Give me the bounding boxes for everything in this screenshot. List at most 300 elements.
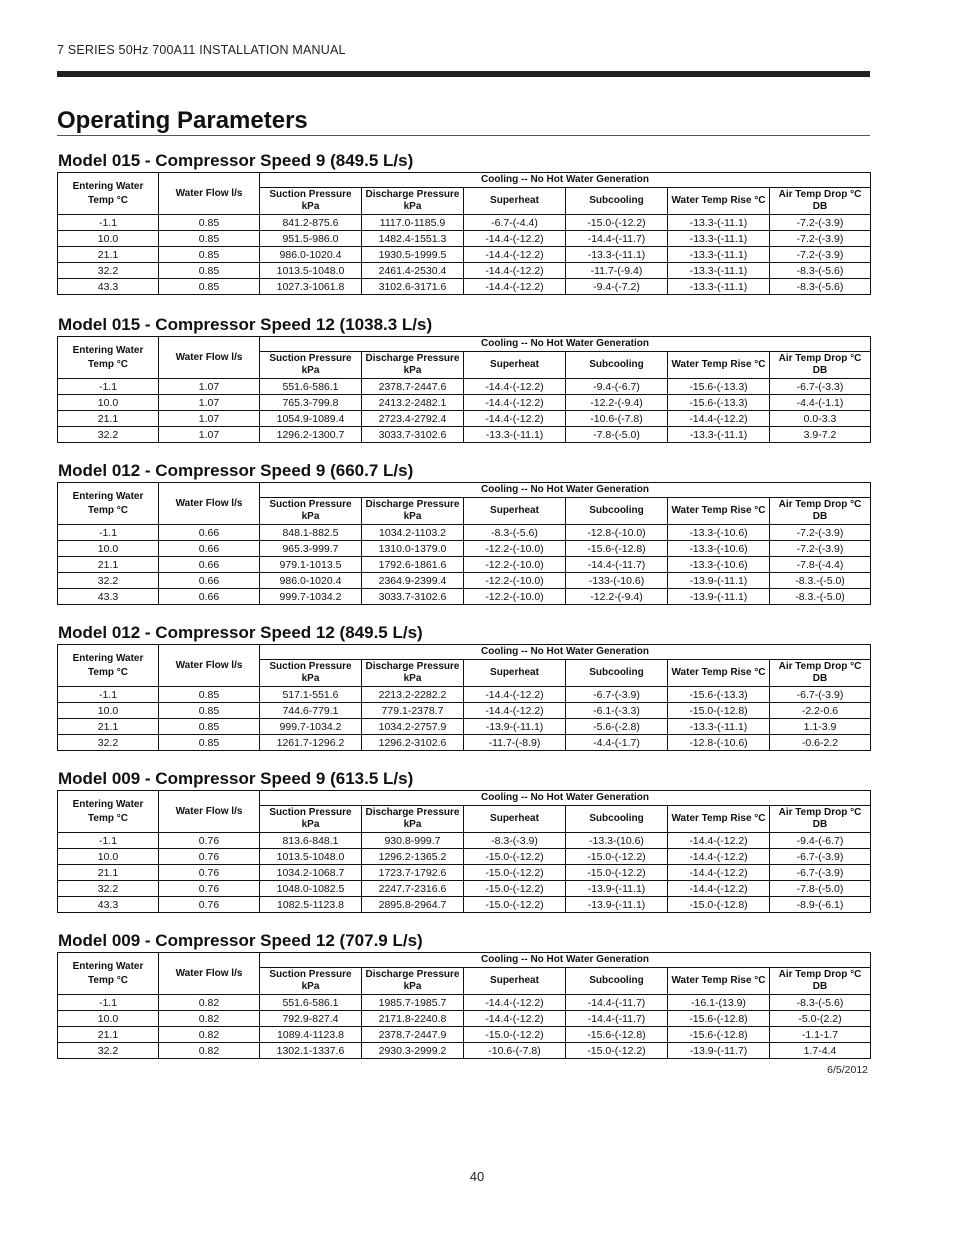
table-row xyxy=(58,833,871,849)
table-cell: 841.2-875.6 xyxy=(260,215,362,231)
table-row xyxy=(58,1027,871,1043)
table-cell: -12.8-(-10.0) xyxy=(566,525,668,541)
table-cell: -7.2-(-3.9) xyxy=(770,541,871,557)
table-row xyxy=(58,557,871,573)
table-cell: -5.6-(-2.8) xyxy=(566,719,668,735)
table-row xyxy=(58,849,871,865)
table-cell: -9.4-(-7.2) xyxy=(566,279,668,295)
table-cell: 999.7-1034.2 xyxy=(260,719,362,735)
table-cell: 1.07 xyxy=(159,411,260,427)
parameters-table xyxy=(57,644,871,751)
header-cell: Water Temp Rise °C xyxy=(668,498,770,525)
parameters-table xyxy=(57,172,871,295)
table-row xyxy=(58,1043,871,1059)
table-row xyxy=(58,589,871,605)
table-cell: -10.6-(-7.8) xyxy=(464,1043,566,1059)
table-cell: 765.3-799.8 xyxy=(260,395,362,411)
table-cell: -1.1 xyxy=(58,525,159,541)
table-cell: 1027.3-1061.8 xyxy=(260,279,362,295)
table-cell: -14.4-(-12.2) xyxy=(464,231,566,247)
table-cell: -6.7-(-3.3) xyxy=(770,379,871,395)
table-cell: -15.6-(-13.3) xyxy=(668,395,770,411)
revision-date: 6/5/2012 xyxy=(827,1064,868,1076)
table-cell: -13.3-(-10.6) xyxy=(668,525,770,541)
header-water-flow: Water Flow l/s xyxy=(159,483,260,525)
table-cell: -14.4-(-12.2) xyxy=(464,263,566,279)
table-cell: 10.0 xyxy=(58,849,159,865)
table-cell: 1.1-3.9 xyxy=(770,719,871,735)
table-cell: 32.2 xyxy=(58,573,159,589)
table-cell: 0.76 xyxy=(159,833,260,849)
table-row xyxy=(58,573,871,589)
table-cell: 21.1 xyxy=(58,247,159,263)
table-cell: -13.3-(-11.1) xyxy=(566,247,668,263)
table-row xyxy=(58,897,871,913)
table-cell: -8.3-(-3.9) xyxy=(464,833,566,849)
table-cell: 32.2 xyxy=(58,1043,159,1059)
table-row xyxy=(58,379,871,395)
table-cell: -15.6-(-12.8) xyxy=(668,1011,770,1027)
table-cell: 2213.2-2282.2 xyxy=(362,687,464,703)
table-cell: 21.1 xyxy=(58,865,159,881)
table-cell: 43.3 xyxy=(58,897,159,913)
table-cell: -14.4-(-12.2) xyxy=(464,1011,566,1027)
section-title: Model 012 - Compressor Speed 9 (660.7 L/s) xyxy=(58,461,414,480)
table-cell: -13.9-(-11.7) xyxy=(668,1043,770,1059)
table-cell: -13.3-(10.6) xyxy=(566,833,668,849)
header-group: Cooling -- No Hot Water Generation xyxy=(260,791,871,806)
table-cell: -15.0-(-12.2) xyxy=(566,215,668,231)
table-cell: 10.0 xyxy=(58,703,159,719)
table-cell: 1296.2-1365.2 xyxy=(362,849,464,865)
table-cell: -14.4-(-11.7) xyxy=(566,1011,668,1027)
header-cell: Suction Pressure kPa xyxy=(260,660,362,687)
table-cell: 1082.5-1123.8 xyxy=(260,897,362,913)
table-cell: -1.1-1.7 xyxy=(770,1027,871,1043)
table-cell: -14.4-(-12.2) xyxy=(464,279,566,295)
table-cell: -14.4-(-12.2) xyxy=(668,833,770,849)
table-row xyxy=(58,865,871,881)
table-cell: 1296.2-1300.7 xyxy=(260,427,362,443)
table-cell: -15.0-(-12.2) xyxy=(464,865,566,881)
table-cell: -9.4-(-6.7) xyxy=(770,833,871,849)
table-cell: 0.85 xyxy=(159,279,260,295)
table-cell: 32.2 xyxy=(58,427,159,443)
table-cell: -14.4-(-11.7) xyxy=(566,231,668,247)
header-cell: Water Temp Rise °C xyxy=(668,188,770,215)
table-cell: 0.85 xyxy=(159,703,260,719)
table-row xyxy=(58,231,871,247)
table-cell: 21.1 xyxy=(58,719,159,735)
table-cell: 930.8-999.7 xyxy=(362,833,464,849)
header-cell: Subcooling xyxy=(566,498,668,525)
table-cell: 792.9-827.4 xyxy=(260,1011,362,1027)
table-cell: 0.76 xyxy=(159,849,260,865)
table-cell: -12.2-(-10.0) xyxy=(464,541,566,557)
table-cell: -133-(-10.6) xyxy=(566,573,668,589)
header-cell: Air Temp Drop °C DB xyxy=(770,968,871,995)
header-cell: Discharge Pressure kPa xyxy=(362,968,464,995)
table-row xyxy=(58,279,871,295)
table-cell: -6.7-(-3.9) xyxy=(770,687,871,703)
table-cell: -13.3-(-10.6) xyxy=(668,557,770,573)
table-cell: -7.2-(-3.9) xyxy=(770,215,871,231)
table-row xyxy=(58,541,871,557)
table-cell: 1013.5-1048.0 xyxy=(260,263,362,279)
table-cell: -15.0-(-12.2) xyxy=(566,865,668,881)
table-row xyxy=(58,395,871,411)
table-cell: 1310.0-1379.0 xyxy=(362,541,464,557)
table-cell: -15.0-(-12.2) xyxy=(464,849,566,865)
section-title: Model 012 - Compressor Speed 12 (849.5 L/s) xyxy=(58,623,423,642)
table-cell: -15.0-(-12.8) xyxy=(668,703,770,719)
table-cell: -14.4-(-11.7) xyxy=(566,995,668,1011)
header-cell: Subcooling xyxy=(566,660,668,687)
table-cell: 1.07 xyxy=(159,395,260,411)
table-cell: -7.8-(-5.0) xyxy=(566,427,668,443)
table-cell: 951.5-986.0 xyxy=(260,231,362,247)
header-cell: Subcooling xyxy=(566,188,668,215)
header-group: Cooling -- No Hot Water Generation xyxy=(260,337,871,352)
table-cell: 2171.8-2240.8 xyxy=(362,1011,464,1027)
table-cell: -2.2-0.6 xyxy=(770,703,871,719)
table-cell: -15.6-(-12.8) xyxy=(668,1027,770,1043)
section-title: Model 009 - Compressor Speed 9 (613.5 L/s) xyxy=(58,769,414,788)
table-cell: -15.6-(-12.8) xyxy=(566,1027,668,1043)
table-cell: 2723.4-2792.4 xyxy=(362,411,464,427)
table-cell: 744.6-779.1 xyxy=(260,703,362,719)
table-cell: 1.07 xyxy=(159,379,260,395)
table-cell: 986.0-1020.4 xyxy=(260,573,362,589)
table-cell: -13.3-(-11.1) xyxy=(668,427,770,443)
header-cell: Air Temp Drop °C DB xyxy=(770,660,871,687)
header-cell: Water Temp Rise °C xyxy=(668,806,770,833)
table-cell: -13.3-(-10.6) xyxy=(668,541,770,557)
table-cell: 1261.7-1296.2 xyxy=(260,735,362,751)
table-cell: 1302.1-1337.6 xyxy=(260,1043,362,1059)
table-cell: 1034.2-2757.9 xyxy=(362,719,464,735)
table-cell: 1482.4-1551.3 xyxy=(362,231,464,247)
table-cell: -15.0-(-12.2) xyxy=(464,881,566,897)
table-cell: 1985.7-1985.7 xyxy=(362,995,464,1011)
parameters-section xyxy=(57,460,870,605)
table-cell: 2364.9-2399.4 xyxy=(362,573,464,589)
table-cell: -16.1-(13.9) xyxy=(668,995,770,1011)
title-rule xyxy=(57,135,870,136)
table-cell: 999.7-1034.2 xyxy=(260,589,362,605)
table-cell: 0.82 xyxy=(159,1043,260,1059)
section-title: Model 015 - Compressor Speed 12 (1038.3 L/s) xyxy=(58,315,433,334)
table-cell: 0.66 xyxy=(159,573,260,589)
table-cell: 0.85 xyxy=(159,263,260,279)
parameters-section xyxy=(57,314,870,443)
table-cell: 1034.2-1068.7 xyxy=(260,865,362,881)
table-cell: 0.85 xyxy=(159,231,260,247)
table-cell: 0.85 xyxy=(159,215,260,231)
table-cell: 21.1 xyxy=(58,411,159,427)
table-cell: 0.76 xyxy=(159,865,260,881)
header-entering-water: Entering Water Temp °C xyxy=(58,337,159,379)
header-cell: Suction Pressure kPa xyxy=(260,968,362,995)
table-cell: -14.4-(-12.2) xyxy=(668,881,770,897)
parameters-section xyxy=(57,768,870,913)
table-row xyxy=(58,995,871,1011)
header-cell: Water Temp Rise °C xyxy=(668,968,770,995)
table-row xyxy=(58,411,871,427)
header-water-flow: Water Flow l/s xyxy=(159,645,260,687)
table-cell: 813.6-848.1 xyxy=(260,833,362,849)
table-cell: 1117.0-1185.9 xyxy=(362,215,464,231)
section-title: Model 015 - Compressor Speed 9 (849.5 L/s) xyxy=(58,151,414,170)
table-cell: 0.0-3.3 xyxy=(770,411,871,427)
table-cell: 0.82 xyxy=(159,995,260,1011)
table-cell: 10.0 xyxy=(58,541,159,557)
header-water-flow: Water Flow l/s xyxy=(159,173,260,215)
header-entering-water: Entering Water Temp °C xyxy=(58,483,159,525)
table-cell: 3033.7-3102.6 xyxy=(362,589,464,605)
parameters-section xyxy=(57,930,870,1059)
table-cell: -8.9-(-6.1) xyxy=(770,897,871,913)
table-cell: 10.0 xyxy=(58,395,159,411)
table-cell: 848.1-882.5 xyxy=(260,525,362,541)
table-row xyxy=(58,1011,871,1027)
table-cell: -15.0-(-12.2) xyxy=(566,849,668,865)
table-cell: -14.4-(-12.2) xyxy=(668,865,770,881)
table-row xyxy=(58,703,871,719)
table-cell: -1.1 xyxy=(58,833,159,849)
parameters-table xyxy=(57,336,871,443)
table-cell: 1296.2-3102.6 xyxy=(362,735,464,751)
table-cell: -8.3.-(-5.0) xyxy=(770,589,871,605)
table-cell: 1013.5-1048.0 xyxy=(260,849,362,865)
table-cell: -11.7-(-8.9) xyxy=(464,735,566,751)
header-cell: Subcooling xyxy=(566,968,668,995)
table-cell: 0.76 xyxy=(159,881,260,897)
table-cell: 517.1-551.6 xyxy=(260,687,362,703)
table-cell: 21.1 xyxy=(58,557,159,573)
table-cell: -15.0-(-12.2) xyxy=(566,1043,668,1059)
table-cell: -14.4-(-12.2) xyxy=(464,411,566,427)
parameters-section xyxy=(57,150,870,295)
table-cell: 779.1-2378.7 xyxy=(362,703,464,719)
table-cell: -14.4-(-12.2) xyxy=(464,379,566,395)
table-cell: -15.0-(-12.2) xyxy=(464,897,566,913)
table-cell: 986.0-1020.4 xyxy=(260,247,362,263)
table-cell: -8.3-(-5.6) xyxy=(770,995,871,1011)
header-cell: Suction Pressure kPa xyxy=(260,188,362,215)
table-cell: -12.2-(-10.0) xyxy=(464,573,566,589)
table-cell: -7.8-(-4.4) xyxy=(770,557,871,573)
table-cell: -14.4-(-12.2) xyxy=(464,247,566,263)
header-cell: Suction Pressure kPa xyxy=(260,806,362,833)
parameters-table xyxy=(57,482,871,605)
table-cell: -12.2-(-9.4) xyxy=(566,395,668,411)
table-cell: 3.9-7.2 xyxy=(770,427,871,443)
table-cell: -7.2-(-3.9) xyxy=(770,231,871,247)
table-cell: -12.2-(-10.0) xyxy=(464,557,566,573)
page-title: Operating Parameters xyxy=(57,107,308,134)
table-cell: -11.7-(-9.4) xyxy=(566,263,668,279)
header-cell: Discharge Pressure kPa xyxy=(362,498,464,525)
table-cell: -5.0-(2.2) xyxy=(770,1011,871,1027)
table-row xyxy=(58,881,871,897)
table-cell: -1.1 xyxy=(58,995,159,1011)
header-cell: Subcooling xyxy=(566,352,668,379)
table-cell: -6.1-(-3.3) xyxy=(566,703,668,719)
header-entering-water: Entering Water Temp °C xyxy=(58,173,159,215)
section-title: Model 009 - Compressor Speed 12 (707.9 L/s) xyxy=(58,931,423,950)
table-cell: 965.3-999.7 xyxy=(260,541,362,557)
table-cell: -7.2-(-3.9) xyxy=(770,247,871,263)
table-cell: -13.3-(-11.1) xyxy=(668,263,770,279)
table-cell: -4.4-(-1.1) xyxy=(770,395,871,411)
table-cell: 1089.4-1123.8 xyxy=(260,1027,362,1043)
page-number: 40 xyxy=(469,1169,485,1184)
table-row xyxy=(58,247,871,263)
table-cell: -14.4-(-12.2) xyxy=(464,687,566,703)
table-cell: 32.2 xyxy=(58,735,159,751)
table-cell: 551.6-586.1 xyxy=(260,379,362,395)
table-cell: -12.2-(-9.4) xyxy=(566,589,668,605)
parameters-table xyxy=(57,952,871,1059)
table-cell: 0.66 xyxy=(159,541,260,557)
table-cell: -15.6-(-13.3) xyxy=(668,379,770,395)
table-cell: -6.7-(-3.9) xyxy=(770,849,871,865)
header-group: Cooling -- No Hot Water Generation xyxy=(260,483,871,498)
table-row xyxy=(58,215,871,231)
header-cell: Subcooling xyxy=(566,806,668,833)
table-cell: 32.2 xyxy=(58,881,159,897)
table-cell: -1.1 xyxy=(58,379,159,395)
header-group: Cooling -- No Hot Water Generation xyxy=(260,953,871,968)
table-cell: 1034.2-1103.2 xyxy=(362,525,464,541)
table-cell: 1723.7-1792.6 xyxy=(362,865,464,881)
parameters-section xyxy=(57,622,870,751)
header-cell: Superheat xyxy=(464,188,566,215)
header-cell: Water Temp Rise °C xyxy=(668,352,770,379)
table-row xyxy=(58,427,871,443)
table-cell: -4.4-(-1.7) xyxy=(566,735,668,751)
table-cell: 2378.7-2447.6 xyxy=(362,379,464,395)
table-cell: -13.9-(-11.1) xyxy=(566,881,668,897)
table-cell: 0.66 xyxy=(159,525,260,541)
header-cell: Superheat xyxy=(464,498,566,525)
table-cell: -13.3-(-11.1) xyxy=(668,719,770,735)
header-cell: Discharge Pressure kPa xyxy=(362,806,464,833)
header-cell: Suction Pressure kPa xyxy=(260,352,362,379)
table-cell: -14.4-(-11.7) xyxy=(566,557,668,573)
table-cell: -13.9-(-11.1) xyxy=(668,589,770,605)
header-entering-water: Entering Water Temp °C xyxy=(58,953,159,995)
table-cell: -14.4-(-12.2) xyxy=(464,703,566,719)
table-cell: -13.3-(-11.1) xyxy=(668,231,770,247)
header-cell: Superheat xyxy=(464,660,566,687)
table-cell: -6.7-(-3.9) xyxy=(566,687,668,703)
table-cell: 0.85 xyxy=(159,687,260,703)
table-cell: 32.2 xyxy=(58,263,159,279)
table-cell: 10.0 xyxy=(58,1011,159,1027)
table-cell: -6.7-(-3.9) xyxy=(770,865,871,881)
table-cell: 10.0 xyxy=(58,231,159,247)
table-cell: -6.7-(-4.4) xyxy=(464,215,566,231)
header-cell: Discharge Pressure kPa xyxy=(362,660,464,687)
table-cell: -1.1 xyxy=(58,687,159,703)
table-cell: -13.3-(-11.1) xyxy=(464,427,566,443)
table-cell: -14.4-(-12.2) xyxy=(464,995,566,1011)
table-cell: 1930.5-1999.5 xyxy=(362,247,464,263)
header-cell: Superheat xyxy=(464,352,566,379)
table-cell: 1.7-4.4 xyxy=(770,1043,871,1059)
table-cell: 1048.0-1082.5 xyxy=(260,881,362,897)
table-cell: 0.66 xyxy=(159,589,260,605)
table-cell: 0.85 xyxy=(159,735,260,751)
table-cell: 2461.4-2530.4 xyxy=(362,263,464,279)
table-cell: -1.1 xyxy=(58,215,159,231)
table-cell: 43.3 xyxy=(58,279,159,295)
table-cell: -14.4-(-12.2) xyxy=(464,395,566,411)
table-cell: 21.1 xyxy=(58,1027,159,1043)
table-cell: 3033.7-3102.6 xyxy=(362,427,464,443)
table-cell: 0.85 xyxy=(159,719,260,735)
table-cell: 2247.7-2316.6 xyxy=(362,881,464,897)
header-entering-water: Entering Water Temp °C xyxy=(58,645,159,687)
table-cell: -15.0-(-12.8) xyxy=(668,897,770,913)
header-rule xyxy=(57,71,870,77)
table-cell: 0.82 xyxy=(159,1027,260,1043)
table-cell: 0.66 xyxy=(159,557,260,573)
header-entering-water: Entering Water Temp °C xyxy=(58,791,159,833)
table-cell: -8.3-(-5.6) xyxy=(464,525,566,541)
table-cell: 551.6-586.1 xyxy=(260,995,362,1011)
table-cell: 979.1-1013.5 xyxy=(260,557,362,573)
manual-title: 7 SERIES 50Hz 700A11 INSTALLATION MANUAL xyxy=(57,43,346,57)
table-row xyxy=(58,735,871,751)
header-group: Cooling -- No Hot Water Generation xyxy=(260,645,871,660)
table-cell: -7.2-(-3.9) xyxy=(770,525,871,541)
table-cell: -0.6-2.2 xyxy=(770,735,871,751)
table-cell: -8.3-(-5.6) xyxy=(770,279,871,295)
table-cell: -13.9-(-11.1) xyxy=(566,897,668,913)
table-cell: 0.82 xyxy=(159,1011,260,1027)
header-cell: Discharge Pressure kPa xyxy=(362,352,464,379)
table-cell: -13.3-(-11.1) xyxy=(668,215,770,231)
table-cell: -14.4-(-12.2) xyxy=(668,849,770,865)
table-cell: 2378.7-2447.9 xyxy=(362,1027,464,1043)
header-cell: Water Temp Rise °C xyxy=(668,660,770,687)
table-cell: -8.3.-(-5.0) xyxy=(770,573,871,589)
table-cell: -14.4-(-12.2) xyxy=(668,411,770,427)
table-cell: -13.9-(-11.1) xyxy=(464,719,566,735)
table-cell: -7.8-(-5.0) xyxy=(770,881,871,897)
header-cell: Superheat xyxy=(464,806,566,833)
table-cell: 2930.3-2999.2 xyxy=(362,1043,464,1059)
header-cell: Superheat xyxy=(464,968,566,995)
table-cell: 0.76 xyxy=(159,897,260,913)
table-cell: -15.6-(-13.3) xyxy=(668,687,770,703)
table-cell: -9.4-(-6.7) xyxy=(566,379,668,395)
table-cell: 3102.6-3171.6 xyxy=(362,279,464,295)
header-cell: Air Temp Drop °C DB xyxy=(770,352,871,379)
header-group: Cooling -- No Hot Water Generation xyxy=(260,173,871,188)
table-cell: -13.3-(-11.1) xyxy=(668,279,770,295)
table-cell: 1054.9-1089.4 xyxy=(260,411,362,427)
table-cell: -12.2-(-10.0) xyxy=(464,589,566,605)
table-row xyxy=(58,687,871,703)
header-water-flow: Water Flow l/s xyxy=(159,953,260,995)
table-cell: 0.85 xyxy=(159,247,260,263)
table-cell: -15.0-(-12.2) xyxy=(464,1027,566,1043)
table-cell: 1792.6-1861.6 xyxy=(362,557,464,573)
